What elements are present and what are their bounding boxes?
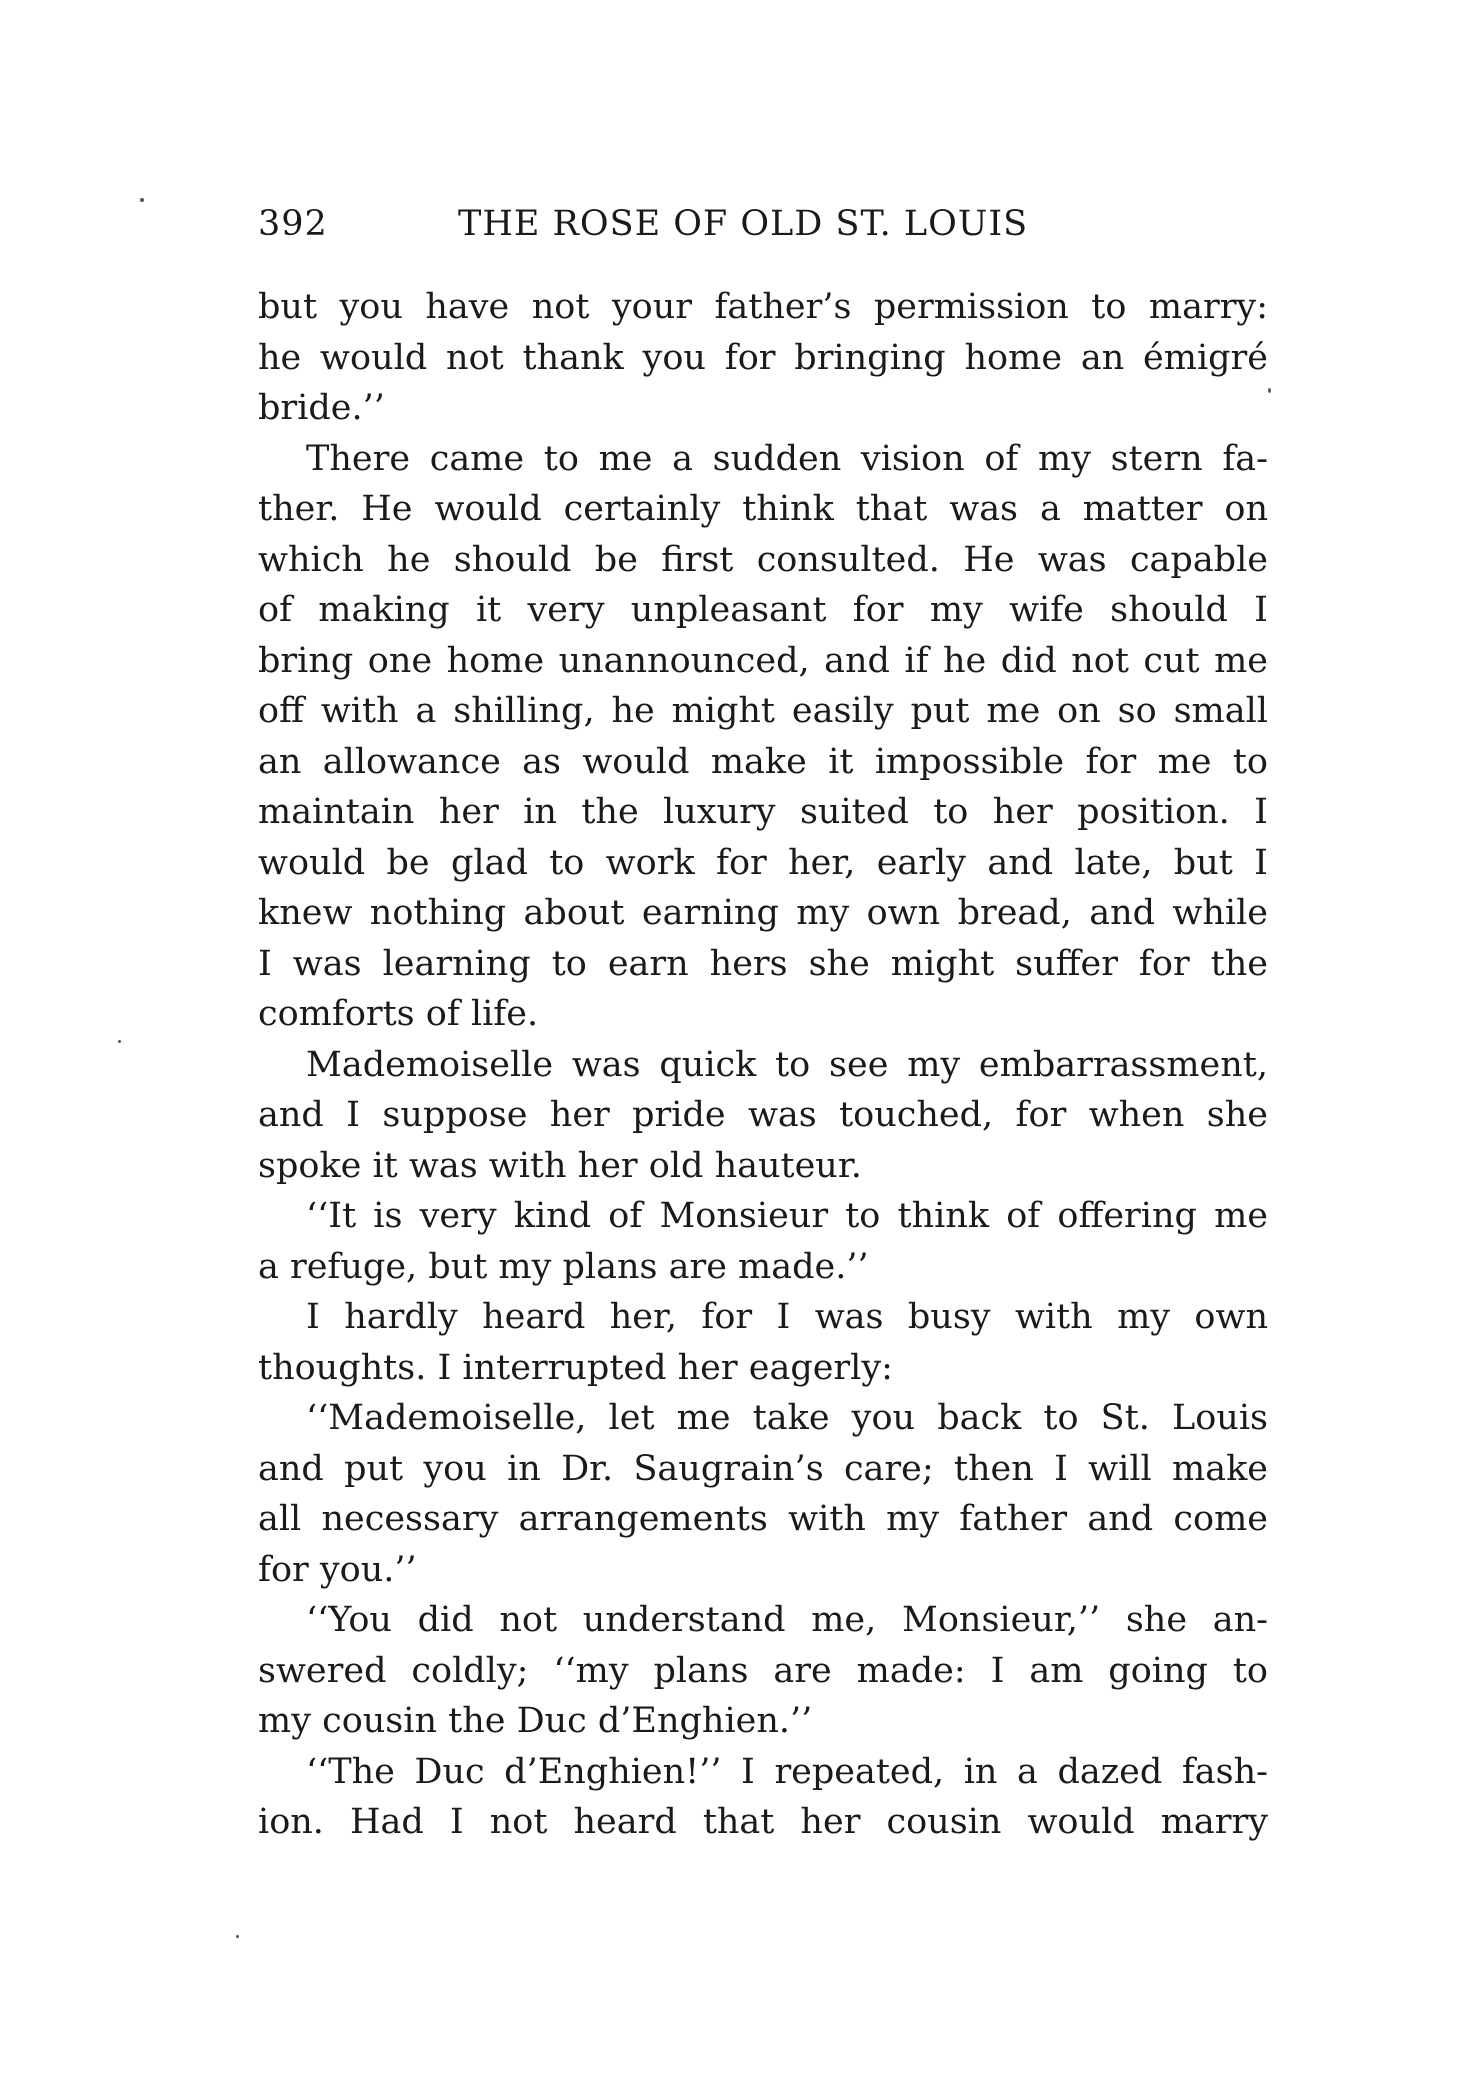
text-line: maintain her in the luxury suited to her position. I: [258, 792, 1268, 832]
text-line: of making it very unpleasant for my wife should I: [258, 590, 1268, 630]
text-line: but you have not your father’s permission to marry:: [258, 287, 1268, 327]
paragraph-first-line: ‘‘Mademoiselle, let me take you back to St. Louis: [306, 1398, 1268, 1438]
text-line: a refuge, but my plans are made.’’: [258, 1246, 869, 1287]
text-line: would be glad to work for her, early and late, but I: [258, 842, 1268, 883]
paragraph-first-line: ‘‘You did not understand me, Monsieur,’’ she an-: [306, 1600, 1268, 1640]
text-line: and put you in Dr. Saugrain’s care; then I will make: [258, 1448, 1268, 1489]
scan-speck: [1268, 388, 1271, 393]
text-line: which he should be first consulted. He was capable: [258, 539, 1268, 580]
running-title: THE ROSE OF OLD ST. LOUIS: [458, 204, 1029, 244]
text-line: bring one home unannounced, and if he did not cut me: [258, 640, 1268, 681]
page-number: 392: [258, 204, 328, 244]
page-header: [258, 204, 1268, 254]
scan-speck: [236, 1935, 239, 1938]
text-line: I was learning to earn hers she might suffer for the: [258, 943, 1268, 984]
paragraph-first-line: Mademoiselle was quick to see my embarrassment,: [306, 1044, 1268, 1085]
text-line: and I suppose her pride was touched, for when she: [258, 1095, 1268, 1135]
text-line: my cousin the Duc d’Enghien.’’: [258, 1701, 813, 1741]
text-line: comforts of life.: [258, 994, 539, 1034]
paragraph-first-line: I hardly heard her, for I was busy with my own: [306, 1297, 1268, 1337]
text-line: thoughts. I interrupted her eagerly:: [258, 1347, 893, 1388]
scan-speck: [140, 198, 144, 202]
paragraph-first-line: ‘‘The Duc d’Enghien!’’ I repeated, in a dazed fash-: [306, 1751, 1268, 1792]
text-line: bride.’’: [258, 388, 385, 428]
text-line: he would not thank you for bringing home an émigré: [258, 337, 1268, 378]
text-line: all necessary arrangements with my father and come: [258, 1499, 1268, 1539]
text-line: off with a shilling, he might easily put me on so small: [258, 691, 1268, 731]
body-text: [258, 282, 1268, 1848]
paragraph-first-line: ‘‘It is very kind of Monsieur to think of offering me: [306, 1196, 1268, 1236]
text-line: swered coldly; ‘‘my plans are made: I am going to: [258, 1650, 1268, 1691]
text-line: ion. Had I not heard that her cousin would marry: [258, 1802, 1268, 1842]
scan-speck: [118, 1040, 121, 1043]
paragraph-first-line: There came to me a sudden vision of my stern fa-: [306, 438, 1268, 479]
text-line: spoke it was with her old hauteur.: [258, 1145, 862, 1186]
text-line: an allowance as would make it impossible for me to: [258, 741, 1268, 782]
text-line: knew nothing about earning my own bread, and while: [258, 893, 1268, 933]
text-line: ther. He would certainly think that was a matter on: [258, 489, 1268, 529]
text-line: for you.’’: [258, 1549, 417, 1590]
